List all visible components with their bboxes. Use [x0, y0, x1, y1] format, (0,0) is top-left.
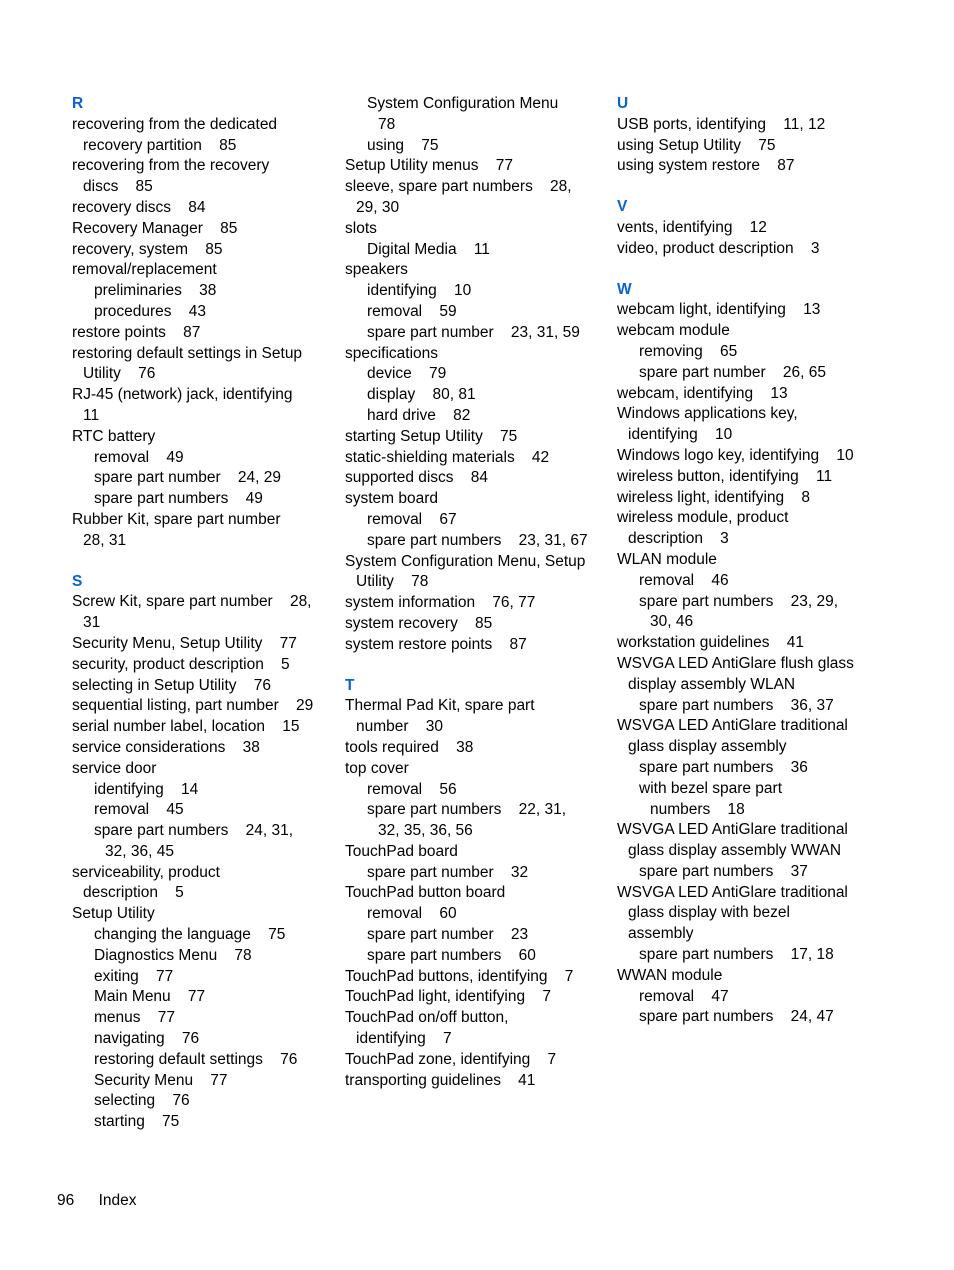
index-entry: discs 85 [83, 178, 153, 196]
index-entry: Security Menu 77 [94, 1071, 228, 1089]
index-entry: hard drive 82 [367, 406, 471, 424]
index-entry: 78 [378, 115, 396, 133]
index-entry: numbers 18 [650, 800, 745, 818]
index-entry: Main Menu 77 [94, 988, 206, 1006]
index-entry: WSVGA LED AntiGlare traditional [617, 883, 848, 901]
index-entry: TouchPad board [345, 842, 458, 860]
page-number: 96 [57, 1192, 75, 1209]
index-entry: webcam, identifying 13 [617, 384, 788, 402]
index-entry: WWAN module [617, 966, 723, 984]
index-entry: selecting in Setup Utility 76 [72, 676, 272, 694]
index-entry: exiting 77 [94, 967, 174, 985]
page-footer [57, 1190, 136, 1212]
index-entry: transporting guidelines 41 [345, 1071, 536, 1089]
index-entry: 32, 36, 45 [105, 842, 174, 860]
index-entry: removing 65 [639, 342, 738, 360]
index-entry: System Configuration Menu [367, 95, 559, 112]
index-entry: supported discs 84 [345, 469, 489, 487]
index-entry: description 5 [83, 884, 184, 902]
index-entry: system recovery 85 [345, 614, 493, 632]
index-entry: removal 45 [94, 801, 184, 819]
index-entry: System Configuration Menu, Setup [345, 552, 586, 570]
index-entry: webcam module [617, 322, 730, 340]
index-entry: using Setup Utility 75 [617, 136, 776, 154]
index-entry: TouchPad buttons, identifying 7 [345, 967, 574, 985]
index-column-3 [617, 94, 879, 1028]
index-entry: slots [345, 219, 377, 237]
index-entry: Thermal Pad Kit, spare part [345, 697, 535, 715]
index-entry: USB ports, identifying 11, 12 [617, 115, 826, 133]
index-entry: recovery discs 84 [72, 198, 206, 216]
index-entry: spare part numbers 22, 31, [367, 801, 567, 819]
index-entry: 28, 31 [83, 531, 127, 549]
index-entry: spare part numbers 23, 31, 67 [367, 531, 588, 549]
index-entry: recovering from the dedicated [72, 115, 278, 133]
index-entry: recovering from the recovery [72, 157, 270, 175]
index-entry: serial number label, location 15 [72, 718, 300, 736]
index-entry: Screw Kit, spare part number 28, [72, 593, 312, 611]
index-entry: spare part numbers 36, 37 [639, 696, 834, 714]
index-entry: with bezel spare part [639, 779, 783, 797]
index-entry: removal 59 [367, 302, 457, 320]
index-entry: Diagnostics Menu 78 [94, 946, 252, 964]
index-entry: identifying 14 [94, 780, 199, 798]
index-entry: 11 [83, 406, 100, 424]
index-entry: restore points 87 [72, 323, 201, 341]
index-entry: TouchPad zone, identifying 7 [345, 1050, 557, 1068]
index-entry: system board [345, 490, 439, 508]
index-entry: Windows logo key, identifying 10 [617, 446, 854, 464]
index-entry: wireless light, identifying 8 [617, 488, 810, 506]
index-entry: glass display assembly [628, 738, 787, 756]
index-entry: number 30 [356, 718, 444, 736]
index-entry: removal 46 [639, 571, 729, 589]
index-letter-heading: V [617, 198, 628, 216]
index-entry: spare part number 26, 65 [639, 363, 826, 381]
index-entry: display 80, 81 [367, 386, 476, 404]
index-entry: spare part numbers 36 [639, 758, 808, 776]
index-entry: Windows applications key, [617, 405, 798, 423]
index-entry: sequential listing, part number 29 [72, 697, 314, 715]
index-entry: 31 [83, 614, 101, 632]
index-entry: serviceability, product [72, 863, 220, 881]
index-entry: spare part number 24, 29 [94, 469, 281, 487]
index-entry: static-shielding materials 42 [345, 448, 550, 466]
index-entry: identifying 7 [356, 1030, 452, 1048]
index-entry: RTC battery [72, 427, 156, 445]
index-entry: Utility 78 [356, 573, 429, 591]
index-entry: specifications [345, 344, 439, 362]
index-entry: WSVGA LED AntiGlare traditional [617, 821, 848, 839]
index-entry: spare part number 23, 31, 59 [367, 323, 580, 341]
index-entry: removal 67 [367, 510, 457, 528]
index-letter-heading: W [617, 280, 632, 298]
index-entry: 29, 30 [356, 198, 400, 216]
index-entry: 30, 46 [650, 613, 694, 631]
index-entry: spare part numbers 37 [639, 862, 808, 880]
index-entry: assembly [628, 925, 694, 943]
index-entry: removal/replacement [72, 261, 217, 279]
index-entry: preliminaries 38 [94, 282, 217, 300]
index-entry: TouchPad on/off button, [345, 1009, 509, 1027]
index-entry: vents, identifying 12 [617, 218, 767, 236]
index-entry: glass display with bezel [628, 904, 790, 922]
index-entry: recovery, system 85 [72, 240, 223, 258]
index-entry: spare part numbers 49 [94, 490, 263, 508]
index-entry: restoring default settings in Setup [72, 344, 303, 362]
index-letter-heading: T [345, 676, 355, 694]
index-entry: removal 60 [367, 905, 457, 923]
index-entry: spare part numbers 60 [367, 946, 536, 964]
index-entry: TouchPad button board [345, 884, 506, 902]
index-letter-heading: R [72, 95, 84, 112]
index-entry: service door [72, 759, 157, 777]
index-entry: system information 76, 77 [345, 594, 536, 612]
index-entry: webcam light, identifying 13 [617, 301, 821, 319]
index-entry: spare part number 23 [367, 926, 529, 944]
index-entry: Setup Utility menus 77 [345, 157, 513, 175]
index-entry: removal 49 [94, 448, 184, 466]
index-entry: spare part numbers 23, 29, [639, 592, 839, 610]
index-entry: menus 77 [94, 1009, 175, 1027]
index-entry: Recovery Manager 85 [72, 219, 238, 237]
index-entry: Security Menu, Setup Utility 77 [72, 634, 297, 652]
index-entry: tools required 38 [345, 738, 474, 756]
index-entry: display assembly WLAN [628, 675, 796, 693]
index-entry: navigating 76 [94, 1030, 200, 1048]
index-entry: identifying 10 [628, 426, 733, 444]
index-entry: workstation guidelines 41 [617, 634, 804, 652]
index-entry: Setup Utility [72, 905, 155, 923]
index-entry: video, product description 3 [617, 239, 820, 257]
index-entry: wireless module, product [617, 509, 789, 527]
index-entry: sleeve, spare part numbers 28, [345, 178, 572, 196]
index-entry: speakers [345, 261, 408, 279]
index-entry: removal 56 [367, 780, 457, 798]
section-name: Index [98, 1192, 137, 1209]
index-entry: spare part numbers 17, 18 [639, 946, 834, 964]
index-entry: Rubber Kit, spare part number [72, 510, 281, 528]
index-entry: using system restore 87 [617, 157, 795, 175]
index-entry: using 75 [367, 136, 439, 154]
index-entry: spare part numbers 24, 31, [94, 822, 294, 840]
index-entry: RJ-45 (network) jack, identifying [72, 386, 293, 404]
index-entry: 32, 35, 36, 56 [378, 822, 473, 840]
index-letter-heading: S [72, 572, 83, 590]
index-entry: service considerations 38 [72, 738, 260, 756]
index-entry: selecting 76 [94, 1092, 190, 1110]
index-entry: WLAN module [617, 550, 717, 568]
index-entry: removal 47 [639, 987, 729, 1005]
index-entry: Utility 76 [83, 365, 156, 383]
index-entry: changing the language 75 [94, 926, 286, 944]
index-entry: starting Setup Utility 75 [345, 427, 518, 445]
index-entry: procedures 43 [94, 302, 207, 320]
index-entry: WSVGA LED AntiGlare flush glass [617, 654, 854, 672]
index-entry: recovery partition 85 [83, 136, 237, 154]
index-entry: wireless button, identifying 11 [617, 467, 833, 485]
index-entry: description 3 [628, 530, 729, 548]
index-entry: Digital Media 11 [367, 240, 490, 258]
index-column-2 [345, 94, 607, 1091]
index-entry: restoring default settings 76 [94, 1050, 298, 1068]
index-entry: spare part numbers 24, 47 [639, 1008, 834, 1026]
index-entry: WSVGA LED AntiGlare traditional [617, 717, 848, 735]
index-entry: device 79 [367, 365, 447, 383]
index-entry: identifying 10 [367, 282, 472, 300]
index-entry: security, product description 5 [72, 655, 290, 673]
index-letter-heading: U [617, 95, 629, 112]
index-entry: top cover [345, 759, 409, 777]
index-entry: system restore points 87 [345, 635, 527, 653]
index-column-1 [72, 94, 334, 1133]
index-entry: spare part number 32 [367, 863, 529, 881]
index-entry: TouchPad light, identifying 7 [345, 988, 551, 1006]
index-entry: glass display assembly WWAN [628, 842, 842, 860]
index-entry: starting 75 [94, 1113, 180, 1131]
